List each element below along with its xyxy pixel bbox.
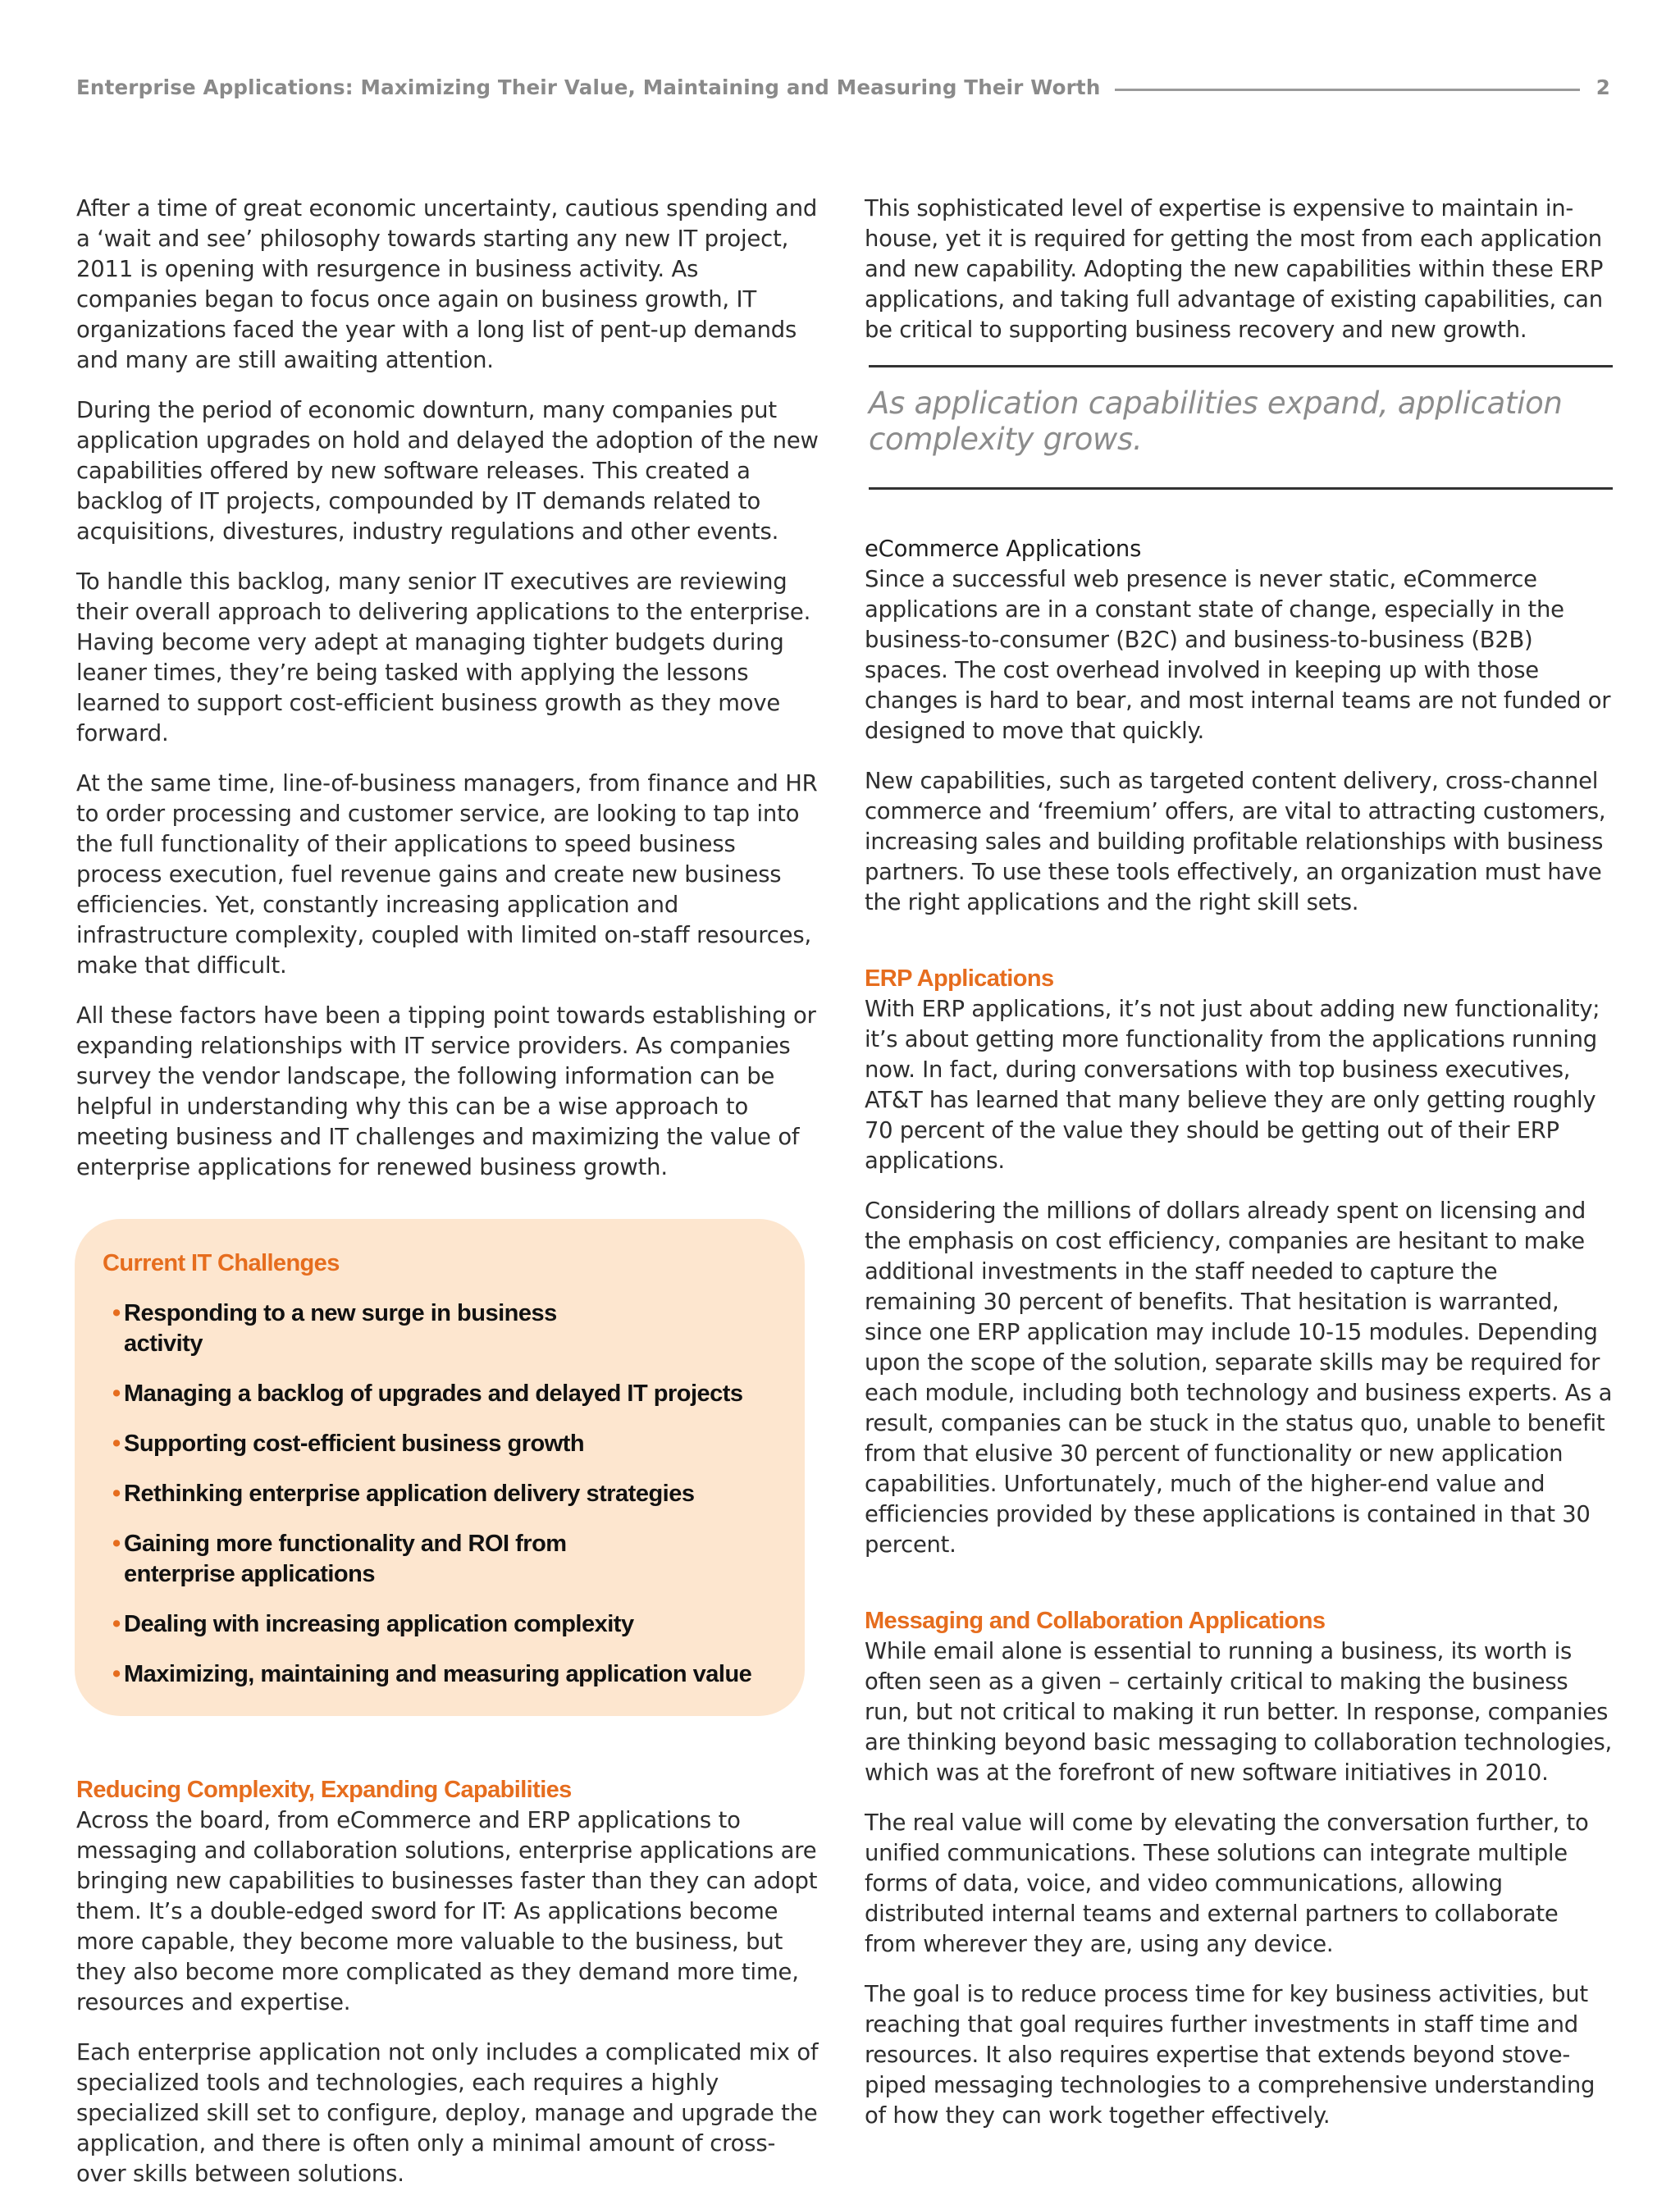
messaging-paragraph-1: While email alone is essential to running a business, its worth is often seen as a given – certainly critical to making the business run, but not critical to making it run better. In response, companies are thinking beyond basic messaging to collaboration technologies, which was at the forefront of new software initiatives in 2010. <box>865 1639 1612 1786</box>
bullet-icon: • <box>112 1431 121 1457</box>
challenge-item: • Supporting cost-efficient business growth <box>112 1429 805 1459</box>
section-heading-erp: ERP Applications <box>865 965 1054 992</box>
ecommerce-paragraph-2: New capabilities, such as targeted content delivery, cross-channel commerce and ‘freemium’ offers, are vital to attracting customers, increasing sales and building profitable relationships with business partners. To use these tools effectively, an organization must have the right applications and the right skill sets. <box>865 769 1606 915</box>
challenges-list <box>75 1298 805 1690</box>
pull-quote-text: As application capabilities expand, application complexity grows. <box>869 386 1563 457</box>
section-heading-ecommerce: eCommerce Applications <box>865 536 1142 562</box>
right-column <box>865 194 1613 2151</box>
page-header <box>76 72 1610 102</box>
section-paragraph-1: Across the board, from eCommerce and ERP applications to messaging and collaboration solutions, enterprise applications are bringing new capabilities to businesses faster than they can adopt them. It’s a double-edged sword for IT: As applications become more capable, they become more valuable to the business, but they also become more complicated as they demand more time, resources and expertise. <box>76 1808 818 2015</box>
intro-paragraph-5: All these factors have been a tipping point towards establishing or expanding relationships with IT service providers. As companies survey the vendor landscape, the following information can be helpful in understanding why this can be a wise approach to meeting business and IT challenges and maximizing the value of enterprise applications for renewed business growth. <box>76 1003 816 1180</box>
bullet-icon: • <box>112 1661 121 1687</box>
challenge-item: • Managing a backlog of upgrades and delayed IT projects <box>112 1379 805 1409</box>
messaging-paragraph-3: The goal is to reduce process time for key business activities, but reaching that goal requires further investments in staff time and resources. It also requires expertise that extends beyond stove-piped messaging technologies to a comprehensive understanding of how they can work together effectively. <box>865 1982 1596 2129</box>
challenge-item: • Rethinking enterprise application delivery strategies <box>112 1479 805 1509</box>
bullet-icon: • <box>112 1481 121 1507</box>
pull-quote-bottom-rule <box>869 487 1613 490</box>
right-intro-paragraph: This sophisticated level of expertise is expensive to maintain in-house, yet it is required for getting the most from each application and new capability. Adopting the new capabilities within these ERP applications, and taking full advantage of existing capabilities, can be critical to supporting business recovery and new growth. <box>865 196 1604 343</box>
intro-paragraph-1: After a time of great economic uncertainty, cautious spending and a ‘wait and see’ philosophy towards starting any new IT project, 2011 is opening with resurgence in business activity. As companies began to focus once again on business growth, IT organizations faced the year with a long list of pent-up demands and many are still awaiting attention. <box>76 196 818 373</box>
section-heading-messaging: Messaging and Collaboration Applications <box>865 1608 1326 1634</box>
section-spacer <box>865 938 1613 964</box>
it-challenges-callout <box>75 1219 805 1716</box>
messaging-paragraph-2: The real value will come by elevating the conversation further, to unified communications. These solutions can integrate multiple forms of data, voice, and video communications, allowing distributed internal teams and external partners to collaborate from wherever they are, using any device. <box>865 1810 1589 1957</box>
bullet-icon: • <box>112 1300 121 1326</box>
bullet-icon: • <box>112 1531 121 1557</box>
bullet-icon: • <box>112 1381 121 1407</box>
bullet-icon: • <box>112 1611 121 1637</box>
document-title: Enterprise Applications: Maximizing Their Value, Maintaining and Measuring Their Worth <box>76 75 1101 99</box>
challenge-item: • Dealing with increasing application complexity <box>112 1609 805 1640</box>
callout-title: Current IT Challenges <box>103 1250 340 1276</box>
page-number: 2 <box>1596 75 1610 99</box>
section-heading-reducing-complexity: Reducing Complexity, Expanding Capabilities <box>76 1777 572 1803</box>
challenge-item: • Responding to a new surge in business activity <box>112 1300 557 1357</box>
intro-paragraph-3: To handle this backlog, many senior IT executives are reviewing their overall approach to delivering applications to the enterprise. Having become very adept at managing tighter budgets during leaner times, they’re being tasked with applying the lessons learned to support cost-efficient business growth as they move forward. <box>76 569 811 746</box>
erp-paragraph-1: With ERP applications, it’s not just about adding new functionality; it’s about getting more functionality from the applications running now. In fact, during conversations with top business executives, AT&T has learned that many believe they are only getting roughly 70 percent of the value they should be getting out of their ERP applications. <box>865 997 1600 1174</box>
section-spacer <box>865 1580 1613 1606</box>
left-column <box>76 194 819 2209</box>
pull-quote <box>869 365 1613 490</box>
ecommerce-paragraph-1: Since a successful web presence is never static, eCommerce applications are in a constant state of change, especially in the business-to-consumer (B2C) and business-to-business (B2B) spaces. The cost overhead involved in keeping up with those changes is hard to bear, and most internal teams are not funded or designed to move that quickly. <box>865 567 1611 744</box>
challenge-item: • Gaining more functionality and ROI from enterprise applications <box>112 1531 567 1587</box>
section-paragraph-2: Each enterprise application not only includes a complicated mix of specialized tools and technologies, each requires a highly specialized skill set to configure, deploy, manage and upgrade the application, and there is often only a minimal amount of cross-over skills between solutions. <box>76 2040 819 2187</box>
header-rule <box>1115 89 1579 91</box>
erp-paragraph-2: Considering the millions of dollars already spent on licensing and the emphasis on cost efficiency, companies are hesitant to make additional investments in the staff needed to capture the remaining 30 percent of benefits. That hesitation is warranted, since one ERP application may include 10-15 modules. Depending upon the scope of the solution, separate skills may be required for each module, including both technology and business experts. As a result, companies can be stuck in the status quo, unable to benefit from that elusive 30 percent of functionality or new application capabilities. Unfortunately, much of the higher-end value and efficiencies provided by these applications is contained in that 30 percent. <box>865 1198 1613 1558</box>
intro-paragraph-2: During the period of economic downturn, many companies put application upgrades on hold and delayed the adoption of the new capabilities offered by new software releases. This created a backlog of IT projects, compounded by IT demands related to acquisitions, divestures, industry regulations and other events. <box>76 398 819 545</box>
intro-paragraph-4: At the same time, line-of-business managers, from finance and HR to order processing and customer service, are looking to tap into the full functionality of their applications to speed business process execution, fuel revenue gains and create new business efficiencies. Yet, constantly increasing application and infrastructure complexity, coupled with limited on-staff resources, make that difficult. <box>76 771 818 979</box>
challenge-item: • Maximizing, maintaining and measuring application value <box>112 1659 805 1690</box>
